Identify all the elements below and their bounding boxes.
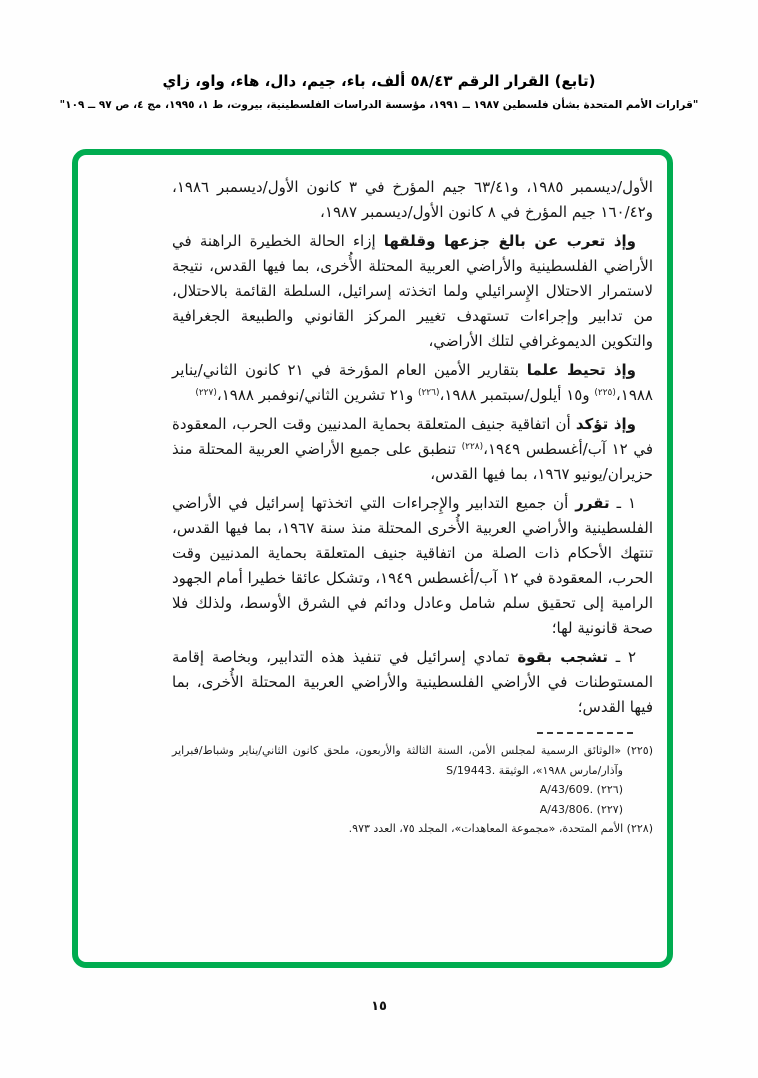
text-segment: (٢٢٦) [593,783,623,796]
text-segment: إزاء الحالة الخطيرة الراهنة في الأراضي الفلسطينية والأراضي العربية المحتلة الأُخرى، بما فيها القدس، نتيجة لاستمرار الاحتلال الإِسرائيلي ولما اتخذته إسرائيل، السلطة القائمة بالاحتلال، من تدابير وإجراءات تستهدف تغيير المركز القانوني والطبيعة الجغرافية والتكوين الديموغرافي لتلك الأراضي، [172,232,653,350]
text-segment: بتقارير الأمين العام المؤرخة في ٢١ كانون الثاني/يناير ١٩٨٨، [172,361,653,404]
page-header [0,72,758,111]
text-segment: ١ ـ [609,494,637,512]
footnote-ref: (٢٢٨) [461,442,484,452]
text-segment: تنطبق على جميع الأراضي العربية المحتلة منذ حزيران/يونيو ١٩٦٧، بما فيها القدس، [172,440,653,483]
footnote [172,780,653,800]
text-segment: (٢٢٨) الأمم المتحدة، «مجموعة المعاهدات»، المجلد ٧٥، العدد ٩٧٣. [348,822,653,835]
body-paragraph [172,358,653,408]
footnote-ref: (٢٢٥) [594,388,616,398]
text-segment: و١٥ أيلول/سبتمبر ١٩٨٨، [439,386,595,404]
text-segment: و٢١ تشرين الثاني/نوفمبر ١٩٨٨، [216,386,418,404]
body-paragraph [172,229,653,354]
text-segment: A/43/806. [539,802,594,816]
text-segment: S/19443. [446,763,496,777]
text-segment: تقرر [575,494,610,512]
text-segment: ٢ ـ [607,648,636,666]
footnote-separator [537,732,633,734]
footnote [172,819,653,839]
text-segment: (٢٢٧) [593,802,623,816]
body-paragraph [172,645,653,720]
footnote-ref: (٢٢٦) [417,388,440,398]
text-segment: وإذ تؤكد [575,415,637,433]
resolution-title: (تابع) القرار الرقم ٥٨/٤٣ ألف، باء، جيم، دال، هاء، واو، زاي [162,72,596,90]
text-segment: أن جميع التدابير والإِجراءات التي اتخذتها إسرائيل في الأراضي الفلسطينية والأراضي العربية الأُخرى المحتلة منذ سنة ١٩٦٧، بما فيها القدس، تنتهك الأحكام ذات الصلة من اتفاقية جنيف المتعلقة بحماية المدنيين وقت الحرب، المعقودة في ١٢ آب/أغسطس ١٩٤٩، وتشكل عائقا خطيرا أمام الجهود الرامية إلى تحقيق سلم شامل وعادل ودائم في الشرق الأوسط، ولذلك فلا صحة قانونية لها؛ [172,494,653,637]
footnote-ref: (٢٢٧) [195,388,217,398]
footnote [172,741,653,780]
text-segment: وإذ تحيط علما [526,361,636,379]
body-paragraph [172,491,653,641]
page-number: ١٥ [371,999,387,1014]
footnote-list [172,741,653,839]
body-paragraph [172,175,653,225]
source-citation: "قرارات الأمم المتحدة بشأن فلسطين ١٩٨٧ ــ ١٩٩١، مؤسسة الدراسات الفلسطينية، بيروت، ط ١، ١٩٩٥، مج ٤، ص ٩٧ ــ ١٠٩" [59,99,699,111]
body-paragraph [172,412,653,487]
resolution-text-block [78,155,667,962]
text-segment: (٢٢٥) «الوثائق الرسمية لمجلس الأمن، السنة الثالثة والأربعون، ملحق كانون الثاني/يناير وشباط/فبراير وآذار/مارس ١٩٨٨»، الوثيقة [172,744,653,777]
footnote [172,800,653,820]
text-segment: تمادي إسرائيل في تنفيذ هذه التدابير، وبخاصة إقامة المستوطنات في الأراضي الفلسطينية والأراضي العربية المحتلة الأُخرى، بما فيها القدس؛ [172,648,653,716]
text-segment: تشجب بقوة [517,648,608,666]
body-paragraphs [172,175,653,720]
text-segment: أن اتفاقية جنيف المتعلقة بحماية المدنيين وقت الحرب، المعقودة في ١٢ آب/أغسطس ١٩٤٩، [172,415,653,458]
text-segment: A/43/609. [539,783,594,796]
text-segment: وإذ تعرب عن بالغ جزعها وقلقها [383,232,636,250]
text-segment: الأول/ديسمبر ١٩٨٥، و٦٣/٤١ جيم المؤرخ في ٣ كانون الأول/ديسمبر ١٩٨٦، و١٦٠/٤٢ جيم المؤرخ في ٨ كانون الأول/ديسمبر ١٩٨٧، [172,178,653,221]
